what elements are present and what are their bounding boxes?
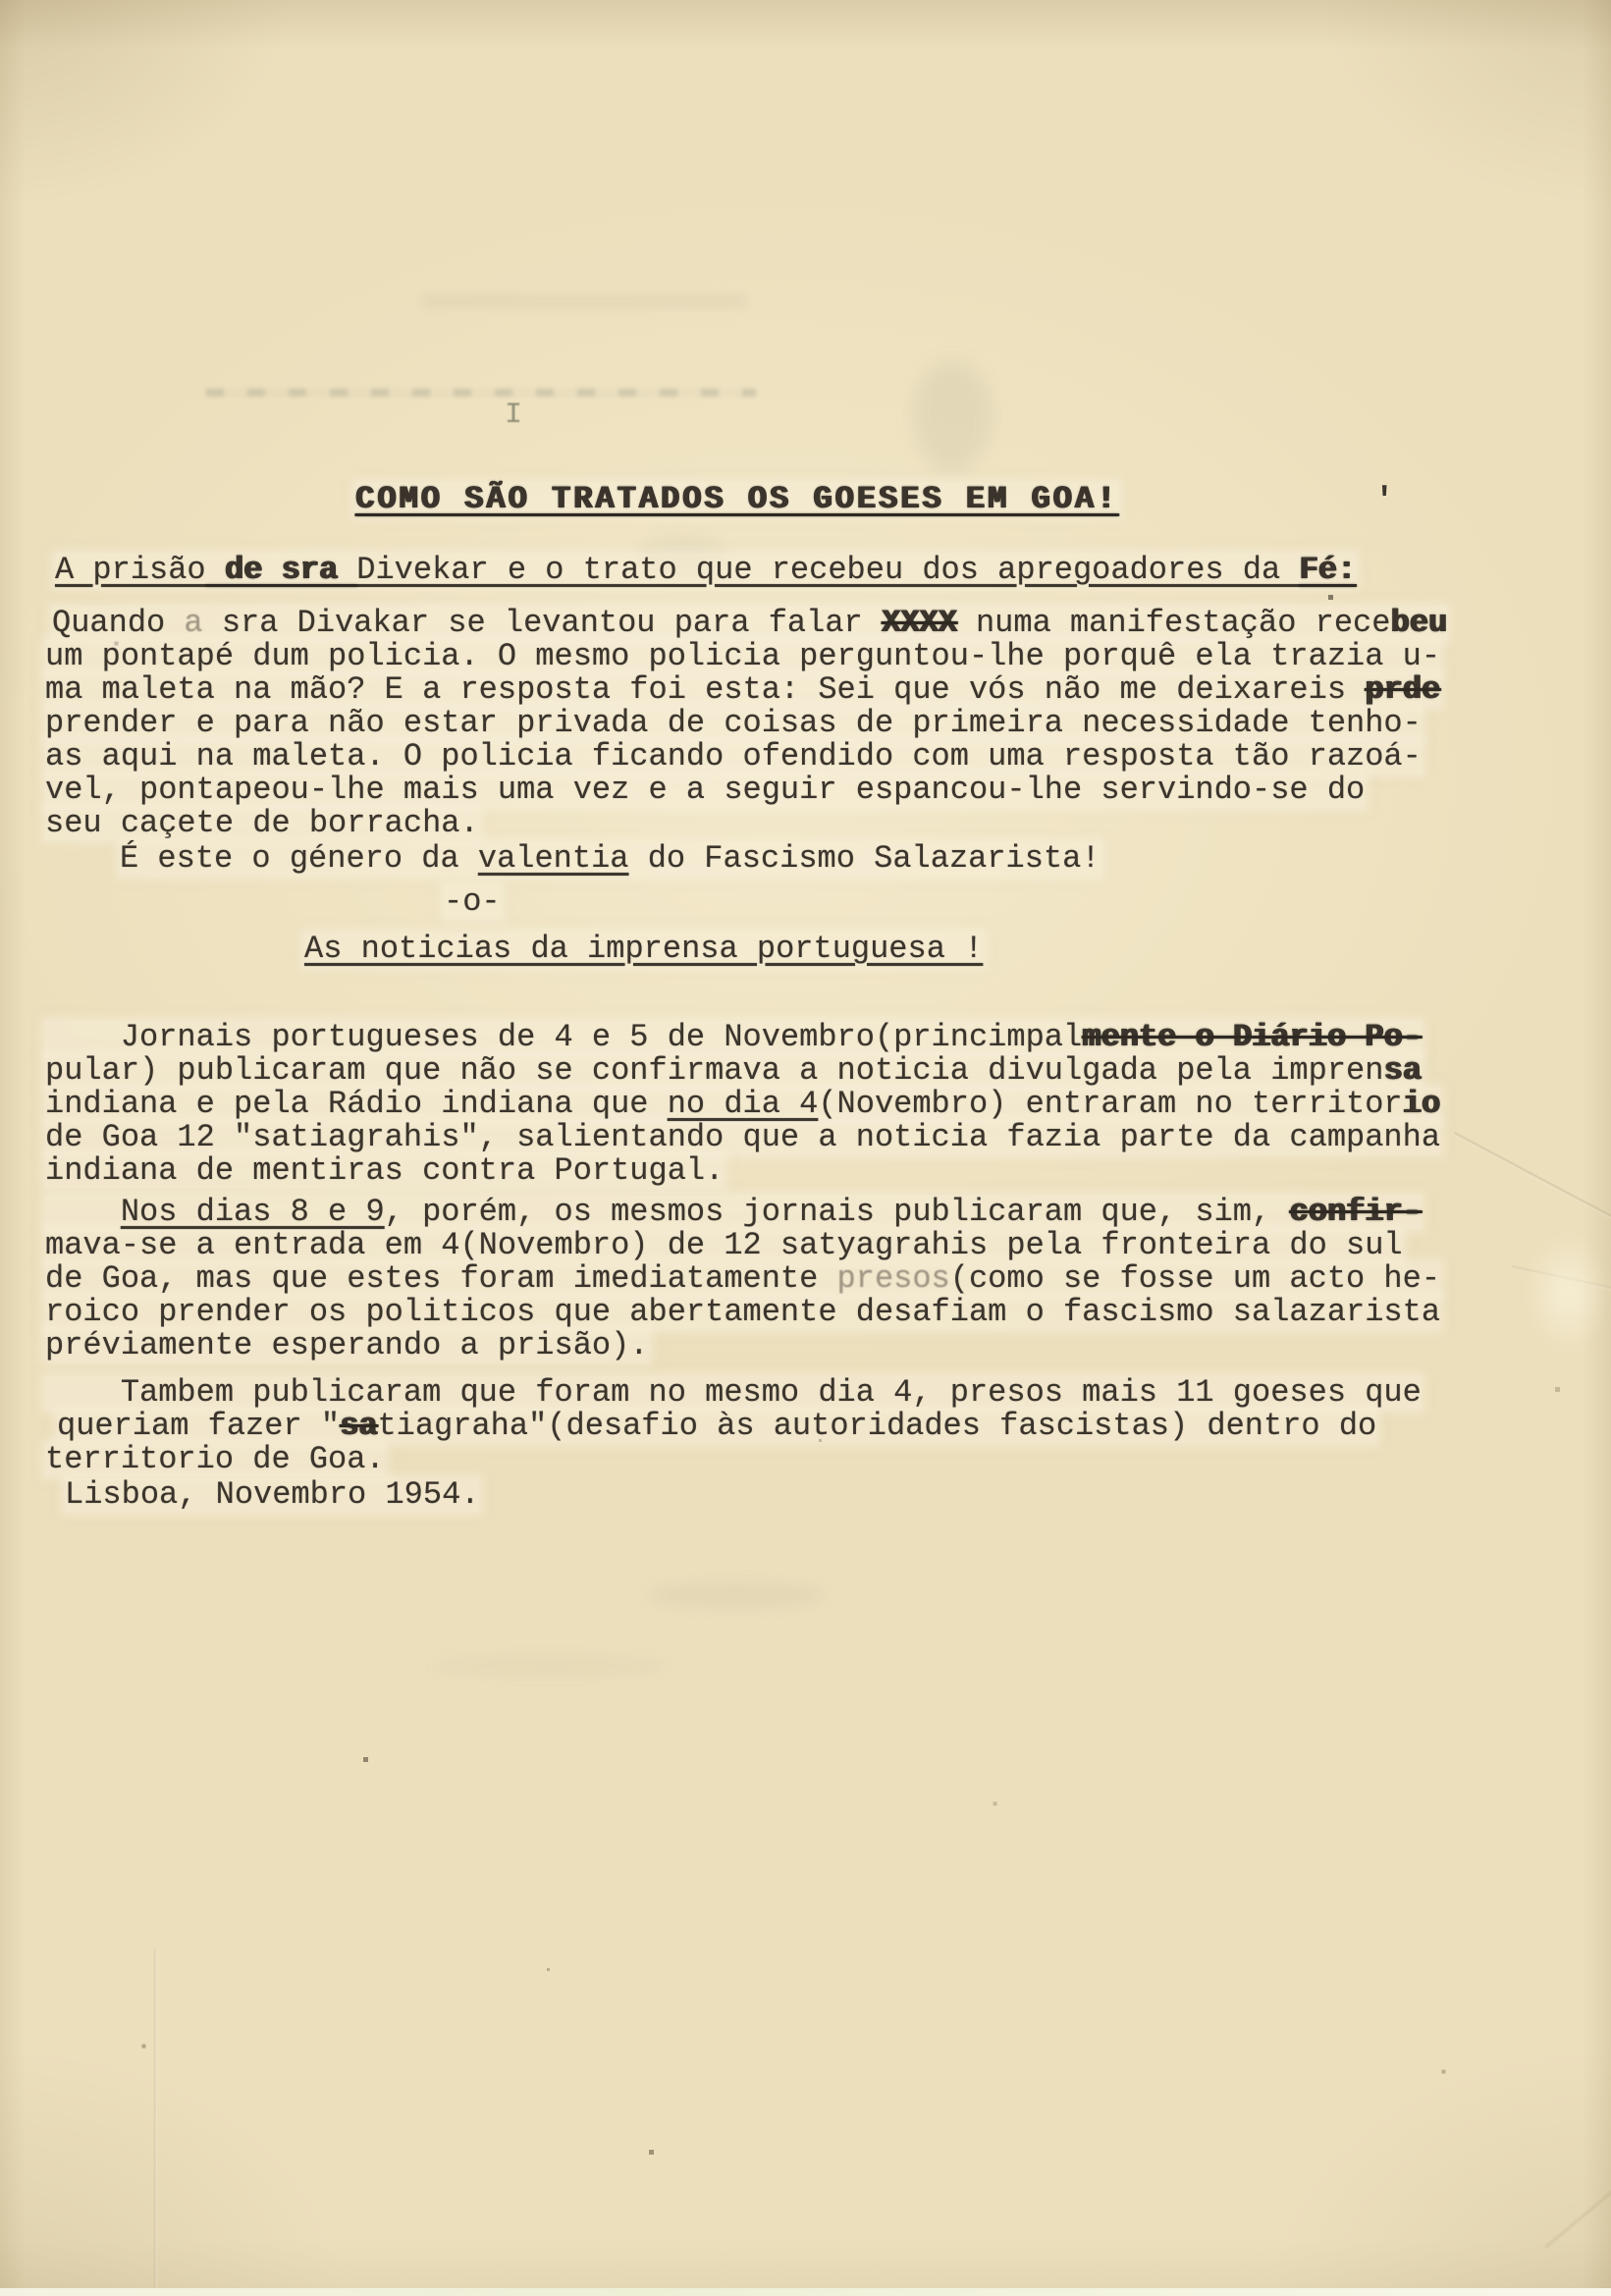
- section-subheading: [55, 554, 1356, 587]
- text-segment: XXXX: [881, 605, 957, 641]
- bleed-through-smudge: [206, 389, 756, 397]
- text-line: [45, 1296, 1440, 1329]
- paper-crease: [1453, 1132, 1611, 1238]
- text-segment: Lisboa, Novembro 1954.: [65, 1476, 480, 1513]
- text-segment: A prisão: [55, 552, 206, 588]
- text-line: [45, 1121, 1440, 1154]
- paper-crease: [1511, 1265, 1611, 1299]
- bleed-through-smudge: [432, 1657, 668, 1675]
- text-line: [45, 740, 1422, 774]
- text-segment: (como se fosse um acto he-: [949, 1260, 1441, 1297]
- text-segment: vel, pontapeou-lhe mais uma vez e a seguir espancou-lhe servindo-se do: [45, 772, 1366, 808]
- document-title: [355, 483, 1118, 516]
- text-segment: -o-: [444, 883, 501, 920]
- paragraph-jornais: [45, 1021, 1440, 1188]
- text-segment: sa: [340, 1408, 378, 1444]
- text-segment: numa manifestação rece: [956, 605, 1391, 641]
- text-line: [45, 1376, 1422, 1410]
- text-segment: (Novembro) entraram no territor: [818, 1086, 1403, 1122]
- text-line: [45, 673, 1440, 707]
- text-segment: confir-: [1289, 1194, 1422, 1230]
- text-segment: um pontapé dum policia. O mesmo policia perguntou-lhe porquê ela trazia u-: [45, 638, 1441, 674]
- text-segment: As noticias da imprensa portuguesa !: [304, 931, 984, 967]
- text-segment: mente o Diário Po-: [1082, 1019, 1422, 1055]
- paper-crease-highlight: [1524, 1232, 1611, 1355]
- text-line: [45, 1021, 1422, 1054]
- text-segment: indiana de mentiras contra Portugal.: [45, 1152, 725, 1189]
- ink-speck-layer: [0, 0, 1, 1]
- text-segment: préviamente esperando a prisão).: [45, 1327, 649, 1363]
- text-line: [444, 885, 501, 919]
- text-segment: seu caçete de borracha.: [45, 805, 479, 841]
- text-segment: queriam fazer ": [57, 1408, 341, 1444]
- text-segment: Nos dias 8 e 9: [120, 1194, 385, 1230]
- section-separator: [444, 885, 501, 919]
- text-line: [45, 1262, 1440, 1296]
- date-line: [65, 1478, 479, 1512]
- text-line: [45, 1329, 649, 1362]
- text-line: [304, 933, 983, 966]
- text-segment: É este o género da: [120, 840, 478, 877]
- text-segment: mava-se a entrada em 4(Novembro) de 12 satyagrahis pela fronteira do sul: [45, 1227, 1403, 1263]
- scan-edge: [0, 2288, 1611, 2296]
- section-heading-press: [304, 933, 983, 966]
- text-line: [45, 1088, 1440, 1121]
- text-segment: COMO SÃO TRATADOS OS GOESES EM GOA!: [355, 481, 1119, 517]
- paper-fold-line: [154, 1949, 157, 2296]
- text-line: [52, 607, 1447, 640]
- text-segment: indiana e pela Rádio indiana que: [45, 1086, 668, 1122]
- text-segment: [45, 1194, 121, 1230]
- valentia-line: [120, 842, 1101, 876]
- text-segment: prde: [1365, 671, 1441, 708]
- paper-crease: [1544, 2142, 1611, 2248]
- text-segment: prender e para não estar privada de coisas de primeira necessidade tenho-: [45, 705, 1422, 741]
- text-line: [55, 554, 1356, 587]
- text-line: [45, 1443, 385, 1476]
- text-segment: Divekar e o trato que recebeu dos apregoadores da: [356, 552, 1300, 588]
- text-segment: a: [184, 605, 203, 641]
- text-segment: ma maleta na mão? E a resposta foi esta: Sei que vós não me deixareis: [45, 671, 1366, 708]
- text-line: [355, 483, 1118, 516]
- text-segment: pular) publicaram que não se confirmava a noticia divulgada pela impren: [45, 1052, 1384, 1089]
- text-segment: roico prender os politicos que abertamente desafiam o fascismo salazarista: [45, 1294, 1441, 1330]
- bleed-through-smudge: [913, 361, 992, 471]
- text-segment: , porém, os mesmos jornais publicaram que, sim,: [384, 1194, 1290, 1230]
- text-segment: tiagraha"(desafio às autoridades fascistas) dentro do: [377, 1408, 1377, 1444]
- text-segment: presos: [836, 1260, 950, 1297]
- text-segment: sa: [1383, 1052, 1422, 1089]
- text-segment: Jornais portugueses de 4 e 5 de Novembro(princimpal: [45, 1019, 1083, 1055]
- text-segment: io: [1402, 1086, 1441, 1122]
- text-segment: as aqui na maleta. O policia ficando ofendido com uma resposta tão razoá-: [45, 738, 1422, 774]
- bleed-through-smudge: [422, 294, 746, 308]
- text-segment: do Fascismo Salazarista!: [628, 840, 1101, 877]
- text-line: [45, 1154, 724, 1188]
- text-line: [45, 707, 1422, 740]
- paragraph-dias-8-9: [45, 1196, 1440, 1362]
- text-line: [45, 807, 479, 840]
- text-segment: valentia: [477, 840, 629, 877]
- text-segment: de Goa, mas que estes foram imediatamente: [45, 1260, 837, 1297]
- text-line: [65, 1478, 479, 1512]
- text-segment: de Goa 12 "satiagrahis", salientando que a noticia fazia parte da campanha: [45, 1119, 1441, 1155]
- paragraph-divakar: [45, 607, 1447, 840]
- text-line: [57, 1410, 1376, 1443]
- text-line: [45, 774, 1365, 807]
- paragraph-tambem: [45, 1376, 1422, 1476]
- text-segment: no dia 4: [667, 1086, 819, 1122]
- text-line: [120, 842, 1101, 876]
- stray-ink-mark: ': [1374, 483, 1395, 520]
- text-segment: territorio de Goa.: [45, 1441, 385, 1477]
- text-segment: de sra: [205, 552, 357, 588]
- text-segment: sra Divakar se levantou para falar: [202, 605, 882, 641]
- text-segment: Quando: [52, 605, 185, 641]
- text-line: [45, 1054, 1422, 1088]
- bleed-through-smudge: [648, 1582, 825, 1608]
- page-number-watermark: I: [505, 399, 523, 432]
- text-line: [45, 640, 1440, 673]
- text-line: [45, 1196, 1422, 1229]
- text-line: [45, 1229, 1403, 1262]
- text-segment: beu: [1390, 605, 1448, 641]
- text-segment: Fé:: [1299, 552, 1357, 588]
- text-segment: Tambem publicaram que foram no mesmo dia 4, presos mais 11 goeses que: [45, 1374, 1422, 1411]
